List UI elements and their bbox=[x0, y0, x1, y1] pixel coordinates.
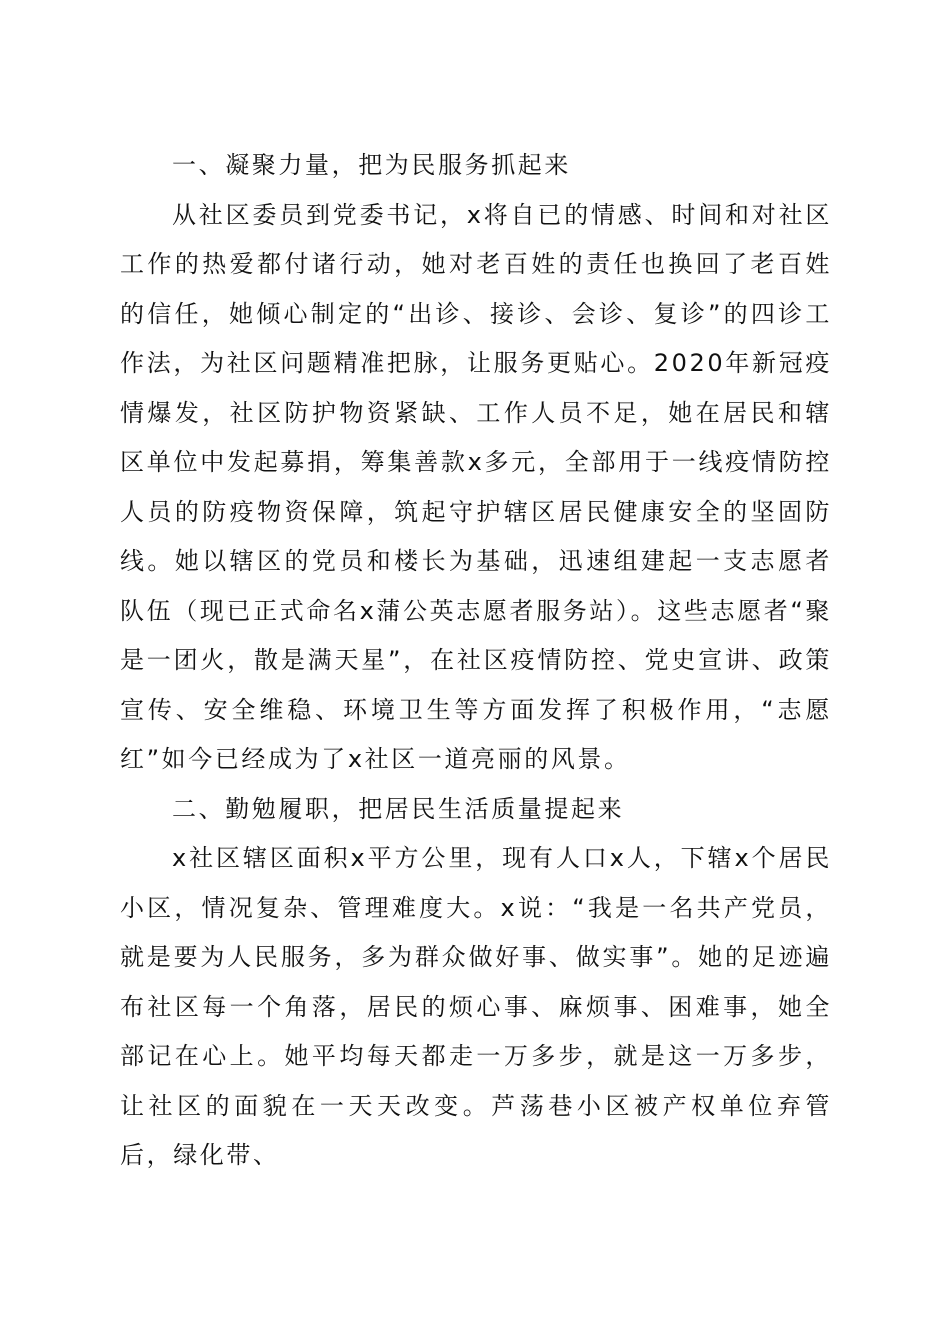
paragraph-2: x社区辖区面积x平方公里，现有人口x人，下辖x个居民小区，情况复杂、管理难度大。x说：“我是一名共产党员，就是要为人民服务，多为群众做好事、做实事”。她的足迹遍布社区每一个角落，居民的烦心事、麻烦事、困难事，她全部记在心上。她平均每天都走一万多步，就是这一万多步，让社区的面貌在一天天改变。芦荡巷小区被产权单位弃管后，绿化带、 bbox=[120, 844, 832, 1169]
document-body bbox=[120, 141, 832, 1181]
paragraph-1: 从社区委员到党委书记，x将自已的情感、时间和对社区工作的热爱都付诸行动，她对老百姓的责任也换回了老百姓的信任，她倾心制定的“出诊、接诊、会诊、复诊”的四诊工作法，为社区问题精准把脉，让服务更贴心。2020年新冠疫情爆发，社区防护物资紧缺、工作人员不足，她在居民和辖区单位中发起募捐，筹集善款x多元，全部用于一线疫情防控人员的防疫物资保障，筑起守护辖区居民健康安全的坚固防线。她以辖区的党员和楼长为基础，迅速组建起一支志愿者队伍（现已正式命名x蒲公英志愿者服务站）。这些志愿者“聚是一团火，散是满天星”，在社区疫情防控、党史宣讲、政策宣传、安全维稳、环境卫生等方面发挥了积极作用，“志愿红”如今已经成为了x社区一道亮丽的风景。 bbox=[120, 200, 832, 773]
section-heading-1: 一、凝聚力量，把为民服务抓起来 bbox=[172, 151, 571, 179]
section-heading-2: 二、勤勉履职，把居民生活质量提起来 bbox=[172, 794, 625, 823]
